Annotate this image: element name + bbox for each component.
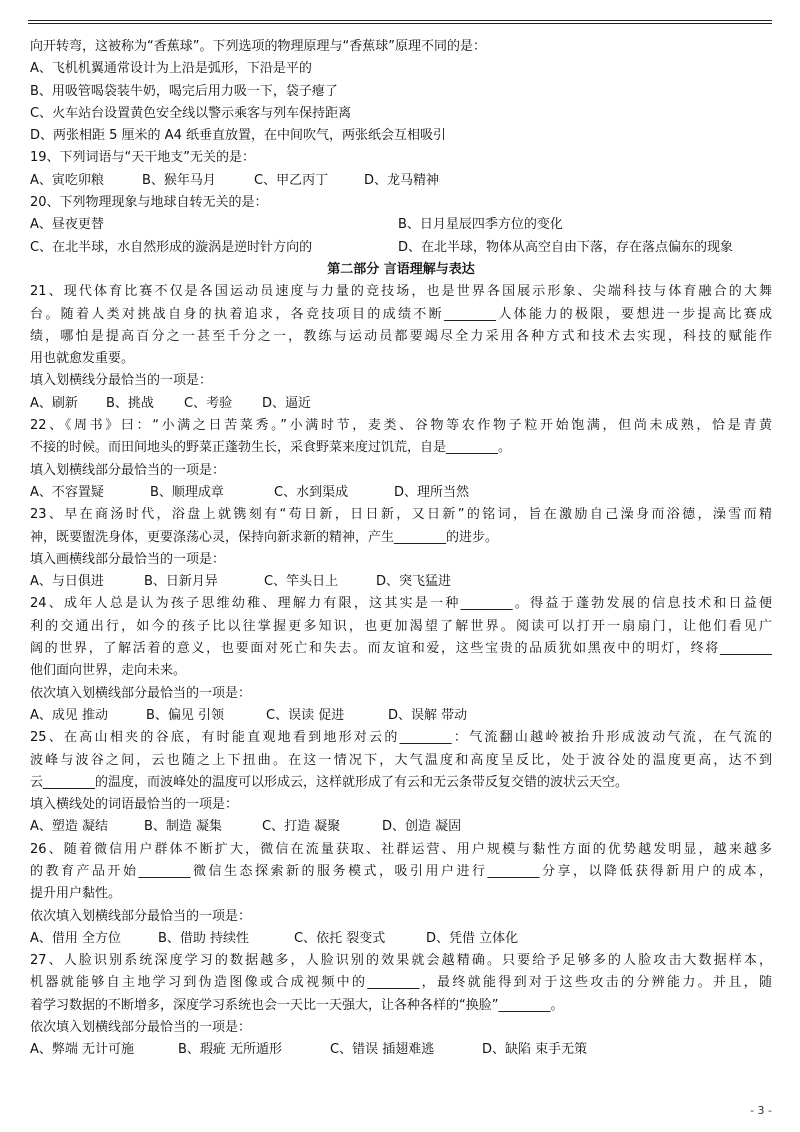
q26-line-3: 提升用户黏性。 (30, 886, 122, 902)
q19-option-a: A、寅吃卯粮 (30, 172, 104, 188)
q22-line-2: 不接的时候。而田间地头的野菜正蓬勃生长，采食野菜来度过饥荒，自是________。 (30, 440, 512, 456)
q23-options (30, 571, 772, 593)
q21-options (30, 393, 772, 415)
q24-line-1: 24、成年人总是认为孩子思维幼稚、理解力有限，这其实是一种________。得益于蓬勃发展的信息技术和日益便 (30, 596, 772, 612)
q23-line-2: 神，既要盥洗身体，更要涤荡心灵，保持向新求新的精神，产生________的进步。 (30, 529, 499, 545)
q24-option-d: D、误解 带动 (388, 707, 468, 723)
q19-stem: 19、下列词语与“天干地支”无关的是： (30, 150, 256, 166)
q24-prompt: 依次填入划横线部分最恰当的一项是： (30, 685, 252, 701)
q25-option-a: A、塑造 凝结 (30, 819, 109, 835)
q23-prompt: 填入画横线部分最恰当的一项是： (30, 551, 226, 567)
q21-option-d: D、逼近 (262, 395, 312, 411)
q27-option-a: A、弊端 无计可施 (30, 1042, 135, 1058)
q26-prompt: 依次填入划横线部分最恰当的一项是： (30, 908, 252, 924)
q21-option-a: A、刷新 (30, 395, 78, 411)
q26-option-a: A、借用 全方位 (30, 930, 122, 946)
q18-option-c: C、火车站台设置黄色安全线以警示乘客与列车保持距离 (30, 105, 352, 121)
q25-option-d: D、创造 凝固 (382, 819, 462, 835)
q23-option-a: A、与日俱进 (30, 574, 104, 590)
q21-prompt: 填入划横线分最恰当的一项是： (30, 373, 213, 389)
q19-option-d: D、龙马精神 (364, 172, 440, 188)
q27-line-3: 着学习数据的不断增多，深度学习系统也会一天比一天强大，让各种各样的“换脸”________。 (30, 997, 564, 1013)
q24-line-3: 阔的世界，了解活着的意义，也要面对死亡和失去。而友谊和爱，这些宝贵的品质犹如黑夜中的明灯，终将________ (30, 641, 772, 657)
q25-prompt: 填入横线处的词语最恰当的一项是： (30, 797, 239, 813)
q25-options (30, 816, 772, 838)
q22-options (30, 482, 772, 504)
q23-option-b: B、日新月异 (144, 574, 218, 590)
q23-option-d: D、突飞猛进 (376, 574, 452, 590)
q20-options-row2 (30, 237, 772, 259)
q27-prompt: 依次填入划横线部分最恰当的一项是： (30, 1020, 252, 1036)
q21-line-3: 绩，哪怕是提高百分之一甚至千分之一，教练与运动员都要竭尽全力采用各种方式和技术去实现，科技的赋能作 (30, 328, 772, 344)
q27-option-b: B、瑕疵 无所遁形 (178, 1042, 283, 1058)
q18-option-d: D、两张相距 5 厘米的 A4 纸垂直放置，在中间吹气，两张纸会互相吸引 (30, 128, 446, 144)
q25-option-b: B、制造 凝集 (144, 819, 223, 835)
q20-option-d: D、在北半球，物体从高空自由下落，存在落点偏东的现象 (398, 239, 734, 255)
q19-options (30, 170, 772, 192)
q22-option-a: A、不容置疑 (30, 484, 104, 500)
q24-options (30, 705, 772, 727)
q27-line-1: 27、人脸识别系统深度学习的数据越多，人脸识别的效果就会越精确。只要给予足够多的人脸攻击大数据样本， (30, 953, 772, 969)
q26-option-d: D、凭借 立体化 (426, 930, 519, 946)
q24-option-c: C、误读 促进 (266, 707, 345, 723)
q20-option-c: C、在北半球，水自然形成的漩涡是逆时针方向的 (30, 239, 313, 255)
q19-option-b: B、猴年马月 (142, 172, 216, 188)
q18-stem: 向开转弯，这被称为“香蕉球”。下列选项的物理原理与“香蕉球”原理不同的是： (30, 39, 486, 54)
q26-line-2: 的教育产品开始________微信生态探索新的服务模式，吸引用户进行________分享，以降低获得新用户的成本， (30, 863, 772, 879)
q25-option-c: C、打造 凝聚 (262, 819, 341, 835)
q22-option-c: C、水到渠成 (274, 484, 349, 500)
q21-option-c: C、考验 (184, 395, 233, 411)
section-title: 第二部分 言语理解与表达 (327, 261, 475, 277)
q21-option-b: B、挑战 (106, 395, 154, 411)
q27-line-2: 机器就能够自主地学习到伪造图像或合成视频中的________，最终就能得到对于这些攻击的分辨能力。并且，随 (30, 975, 772, 991)
q22-line-1: 22、《周书》曰：“小满之日苦菜秀。”小满时节，麦类、谷物等农作物子粒开始饱满，但尚未成熟，恰是青黄 (30, 418, 772, 434)
q25-line-1: 25、在高山相夹的谷底，有时能直观地看到地形对云的________：气流翻山越岭被抬升形成波动气流，在气流的 (30, 730, 772, 746)
q18-option-b: B、用吸管喝袋装牛奶，喝完后用力吸一下，袋子瘪了 (30, 83, 338, 99)
exam-page (30, 36, 772, 1062)
q27-options (30, 1039, 772, 1061)
q26-line-1: 26、随着微信用户群体不断扩大，微信在流量获取、社群运营、用户规模与黏性方面的优势越发明显，越来越多 (30, 841, 772, 857)
q24-option-b: B、偏见 引领 (146, 707, 225, 723)
q24-line-4: 他们面向世界，走向未来。 (30, 663, 187, 679)
header-rule-bottom (28, 23, 772, 24)
q22-option-b: B、顺理成章 (150, 484, 224, 500)
page-number: - 3 - (750, 1104, 772, 1117)
q21-line-2: 台。随着人类对挑战自身的执着追求，各竞技项目的成绩不断________人体能力的极限，要想进一步提高比赛成 (30, 306, 772, 322)
q21-line-4: 用也就愈发重要。 (30, 351, 135, 367)
q23-option-c: C、竿头日上 (264, 574, 339, 590)
q23-line-1: 23、早在商汤时代，浴盘上就镌刻有“苟日新，日日新，又日新”的铭词，旨在激励自己澡身而浴德，澡雪而精 (30, 507, 772, 523)
q27-option-d: D、缺陷 束手无策 (482, 1042, 588, 1058)
q26-option-c: C、依托 裂变式 (294, 930, 386, 946)
q26-options (30, 928, 772, 950)
q19-option-c: C、甲乙丙丁 (254, 172, 329, 188)
q20-option-b: B、日月星辰四季方位的变化 (398, 217, 563, 233)
q24-option-a: A、成见 推动 (30, 707, 109, 723)
q18-option-a: A、飞机机翼通常设计为上沿是弧形，下沿是平的 (30, 61, 312, 77)
q24-line-2: 利的交通出行，如今的孩子比以往掌握更多知识，也更加渴望了解世界。阅读可以打开一扇扇门，让他们看见广 (30, 618, 772, 634)
q25-line-3: 云________的温度，而波峰处的温度可以形成云，这样就形成了有云和无云条带反复交错的波状云天空。 (30, 774, 629, 790)
q26-option-b: B、借助 持续性 (158, 930, 250, 946)
q20-option-a: A、昼夜更替 (30, 217, 104, 233)
q20-stem: 20、下列物理现象与地球自转无关的是： (30, 195, 268, 211)
q25-line-2: 波峰与波谷之间，云也随之上下扭曲。在这一情况下，大气温度和高度呈反比，处于波谷处的温度更高，达不到 (30, 752, 772, 768)
q27-option-c: C、错误 插翅难逃 (330, 1042, 435, 1058)
q22-option-d: D、理所当然 (394, 484, 470, 500)
header-rule-top (28, 20, 772, 21)
q21-line-1: 21、现代体育比赛不仅是各国运动员速度与力量的竞技场，也是世界各国展示形象、尖端科技与体育融合的大舞 (30, 284, 772, 300)
q20-options-row1 (30, 214, 772, 236)
q22-prompt: 填入划横线部分最恰当的一项是： (30, 462, 226, 478)
